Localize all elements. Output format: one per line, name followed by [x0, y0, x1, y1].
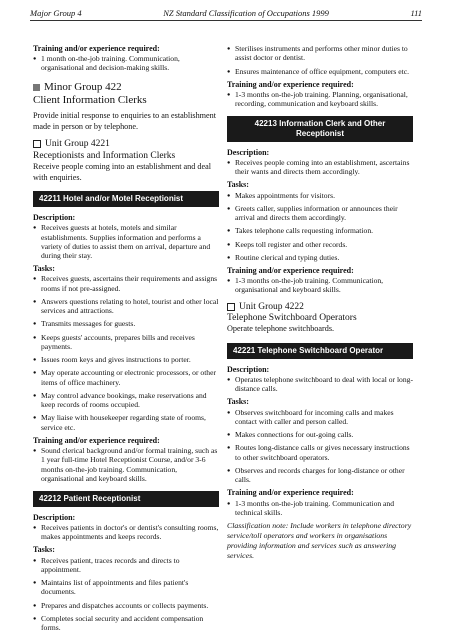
- minor-group-desc: Provide initial response to enquiries to an establishment made in person or by telephone.: [33, 111, 217, 131]
- list-item: ● Sterilises instruments and performs other minor duties to assist doctor or dentist.: [227, 44, 413, 63]
- unit-group-heading: [227, 302, 413, 325]
- list-item: ● Takes telephone calls requesting information.: [227, 226, 413, 235]
- list-item: ● 1-3 months on-the-job training. Planning, organisational, recording, communication and keyboard skills.: [227, 90, 413, 109]
- minor-group-name: Client Information Clerks: [33, 93, 147, 106]
- header-title: NZ Standard Classification of Occupations 1999: [163, 8, 329, 18]
- training-list: [227, 90, 413, 109]
- list-item: ● Completes social security and accident compensation forms.: [33, 614, 219, 633]
- hollow-square-icon: [227, 303, 235, 311]
- list-item: ● Issues room keys and gives instructions to porter.: [33, 355, 219, 364]
- list-item: ● Receives people coming into an establishment, ascertains their wants and directs them accordingly.: [227, 158, 413, 177]
- unit-group-desc: Operate telephone switchboards.: [227, 324, 335, 334]
- list-item: ● Receives guests, ascertains their requirements and assigns rooms if not pre-assigned.: [33, 274, 219, 293]
- list-item: ● Prepares and dispatches accounts or collects payments.: [33, 601, 219, 610]
- list-item: ● 1-3 months on-the-job training. Communication, organisational and keyboard skills.: [227, 276, 413, 295]
- occupation-bar: 42212 Patient Receptionist: [33, 491, 219, 507]
- training-heading: Training and/or experience required:: [227, 488, 354, 498]
- list-item: ● 1 month on-the-job training. Communication, organisational and decision-making skills.: [33, 54, 219, 73]
- description-list: [227, 375, 413, 394]
- list-item: ● Maintains list of appointments and files patient's documents.: [33, 578, 219, 597]
- description-heading: Description:: [227, 147, 270, 157]
- tasks-list: [33, 274, 219, 432]
- tasks-heading: Tasks:: [227, 180, 249, 190]
- header-group: Major Group 4: [30, 8, 82, 18]
- description-list: [33, 523, 219, 542]
- left-column: [33, 44, 219, 636]
- list-item: ● Routine clerical and typing duties.: [227, 253, 413, 262]
- occupation-bar: 42213 Information Clerk and Other Receptionist: [227, 116, 413, 141]
- description-list: [227, 158, 413, 177]
- training-heading: Training and/or experience required:: [227, 266, 354, 275]
- list-item: ● Answers questions relating to hotel, tourist and other local services and attractions.: [33, 297, 219, 316]
- list-item: ● May control advance bookings, make reservations and keep records of rooms occupied.: [33, 391, 219, 410]
- minor-group-number: Minor Group 422: [44, 80, 122, 93]
- description-list: [33, 223, 219, 260]
- tasks-list: [33, 556, 219, 633]
- list-item: ● Observes and records charges for long-distance or other calls.: [227, 466, 413, 485]
- list-item: ● Receives patients in doctor's or dentist's consulting rooms, makes appointments and keeps records.: [33, 523, 219, 542]
- right-column: [227, 44, 413, 562]
- tasks-list-continued: [227, 44, 413, 76]
- unit-group-heading: [33, 139, 219, 162]
- occupation-bar: 42221 Telephone Switchboard Operator: [227, 343, 413, 359]
- list-item: ● Receives patient, traces records and directs to appointment.: [33, 556, 219, 575]
- training-list: [33, 54, 219, 73]
- list-item: ● Makes appointments for visitors.: [227, 191, 413, 200]
- page-number: 111: [410, 8, 422, 18]
- classification-note: Classification note: Include workers in telephone directory service/toll operators and workers in organisations providing information and services such as answering services.: [227, 521, 412, 561]
- hollow-square-icon: [33, 140, 41, 148]
- occupation-bar: 42211 Hotel and/or Motel Receptionist: [33, 191, 219, 207]
- training-heading: Training and/or experience required:: [227, 79, 354, 89]
- list-item: ● May operate accounting or electronic processors, or other items of office machinery.: [33, 368, 219, 387]
- filled-square-icon: [33, 84, 40, 91]
- tasks-heading: Tasks:: [33, 264, 55, 274]
- running-header: [30, 8, 422, 18]
- training-heading: Training and/or experience required:: [33, 44, 160, 53]
- description-heading: Description:: [227, 364, 270, 374]
- tasks-heading: Tasks:: [33, 545, 55, 555]
- list-item: ● Greets caller, supplies information or announces their arrival and directs them accordingly.: [227, 204, 413, 223]
- header-rule: [30, 20, 422, 21]
- unit-group-desc: Receive people coming into an establishment and deal with enquiries.: [33, 162, 212, 182]
- list-item: ● 1-3 months on-the-job training. Communication and technical skills.: [227, 499, 413, 518]
- description-heading: Description:: [33, 512, 76, 522]
- unit-group-name: Receptionists and Information Clerks: [33, 150, 176, 161]
- list-item: ● Operates telephone switchboard to deal with local or long-distance calls.: [227, 375, 413, 394]
- list-item: ● Ensures maintenance of office equipment, computers etc.: [227, 67, 413, 76]
- list-item: ● Keeps toll register and other records.: [227, 240, 413, 249]
- list-item: ● Transmits messages for guests.: [33, 319, 219, 328]
- list-item: ● Routes long-distance calls or gives necessary instructions to other switchboard operators.: [227, 443, 413, 462]
- list-item: ● May liaise with housekeeper regarding state of rooms, service etc.: [33, 413, 219, 432]
- list-item: ● Receives guests at hotels, motels and similar establishments. Supplies information and performs a variety of duties to assist them on arrival, departure and during their stay.: [33, 223, 219, 260]
- minor-group-heading: [33, 81, 219, 107]
- training-heading: Training and/or experience required:: [33, 435, 160, 445]
- description-heading: Description:: [33, 213, 76, 223]
- tasks-heading: Tasks:: [227, 397, 249, 407]
- tasks-list: [227, 408, 413, 485]
- training-list: [227, 499, 413, 518]
- unit-group-number: Unit Group 4222: [239, 301, 304, 312]
- list-item: ● Keeps guests' accounts, prepares bills and receives payments.: [33, 333, 219, 352]
- unit-group-name: Telephone Switchboard Operators: [227, 313, 357, 324]
- tasks-list: [227, 191, 413, 263]
- list-item: ● Makes connections for out-going calls.: [227, 430, 413, 439]
- training-list: [227, 276, 413, 295]
- list-item: ● Sound clerical background and/or formal training, such as 1 year full-time Hotel Receptionist Course, and/or 3-6 months on-the-job training. Communication, organisational and keyboard skills.: [33, 446, 219, 483]
- list-item: ● Observes switchboard for incoming calls and makes contact with caller and person called.: [227, 408, 413, 427]
- training-list: [33, 446, 219, 483]
- unit-group-number: Unit Group 4221: [45, 139, 110, 150]
